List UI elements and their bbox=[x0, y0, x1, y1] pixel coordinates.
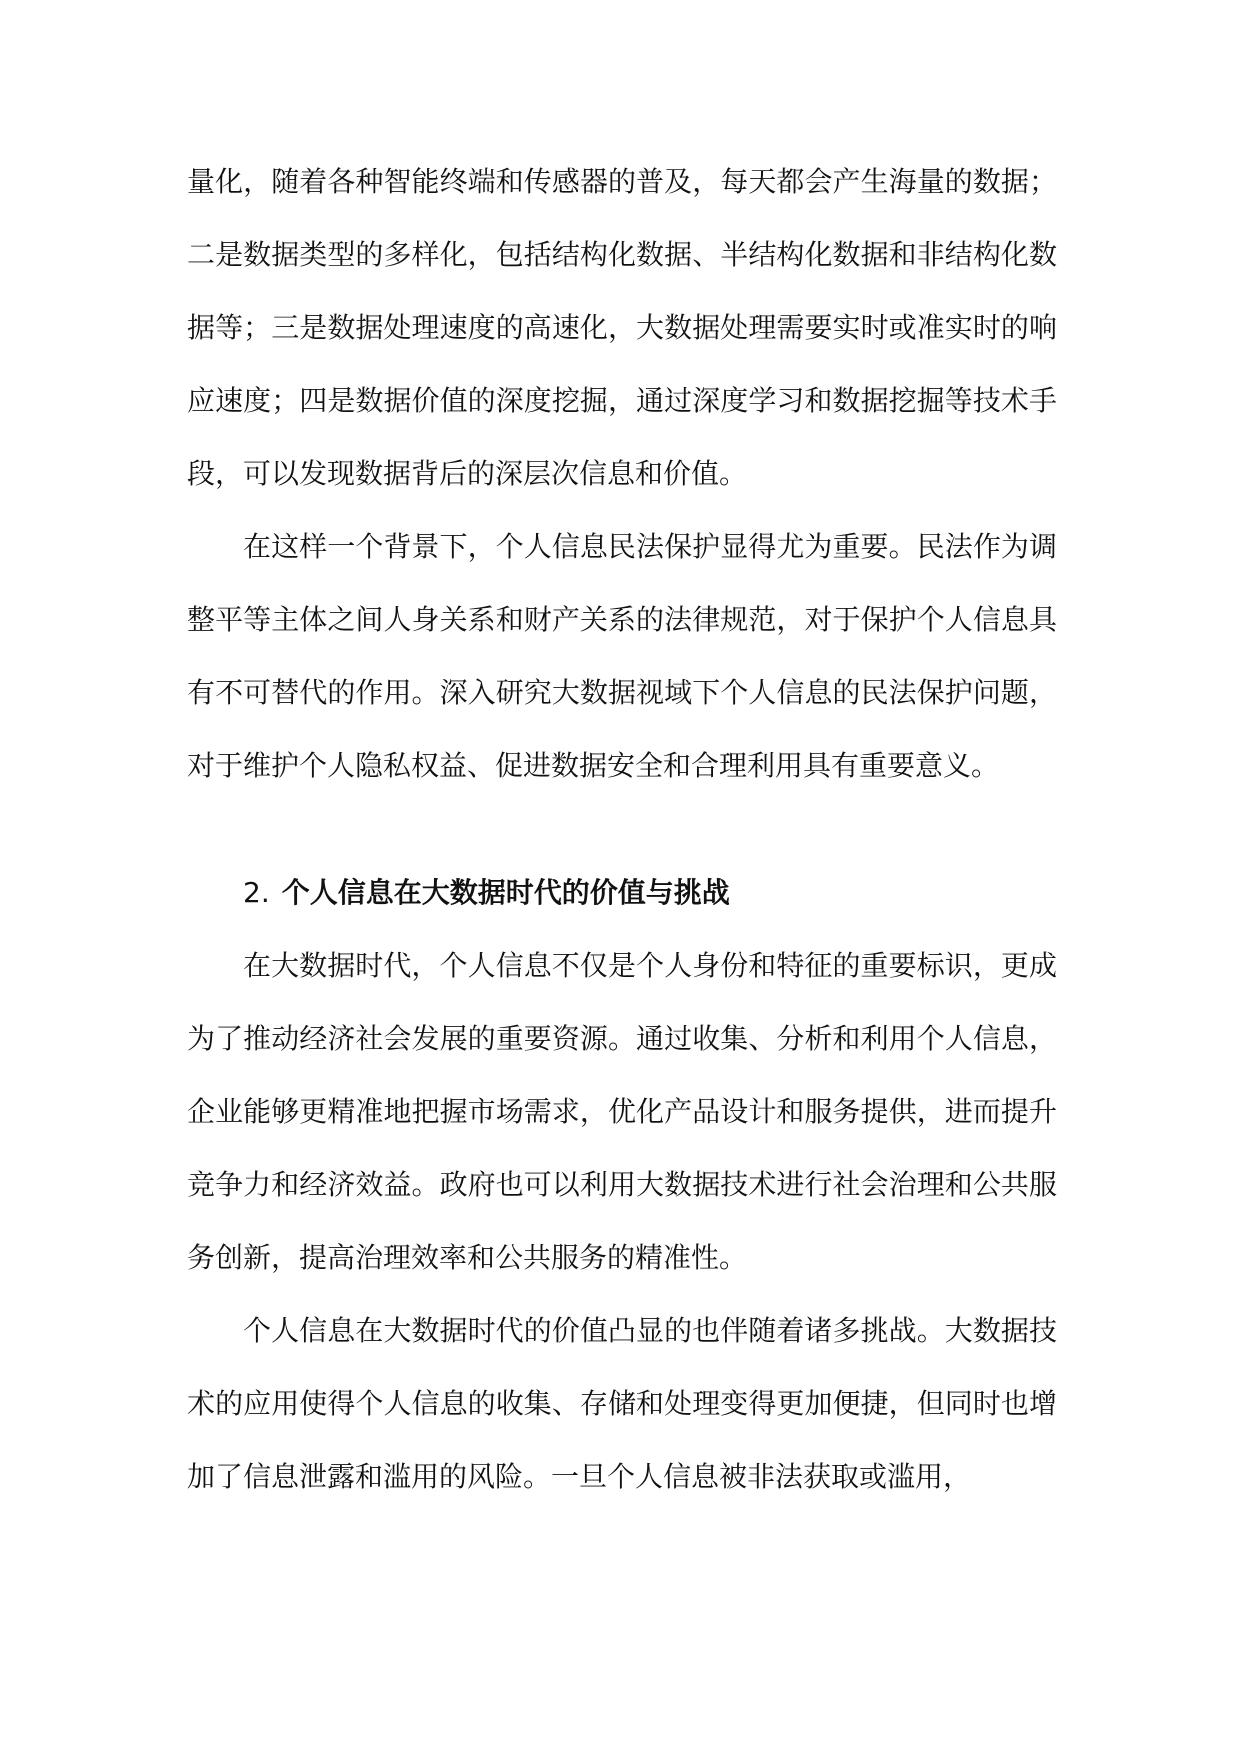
paragraph-4: 个人信息在大数据时代的价值凸显的也伴随着诸多挑战。大数据技术的应用使得个人信息的收集、存储和处理变得更加便捷，但同时也增加了信息泄露和滥用的风险。一旦个人信息被非法获取或滥用， bbox=[187, 1314, 1057, 1493]
paragraph-2: 在这样一个背景下，个人信息民法保护显得尤为重要。民法作为调整平等主体之间人身关系和财产关系的法律规范，对于保护个人信息具有不可替代的作用。深入研究大数据视域下个人信息的民法保护问题，对于维护个人隐私权益、促进数据安全和合理利用具有重要意义。 bbox=[187, 530, 1057, 782]
section-heading bbox=[187, 856, 1057, 929]
section-title: 个人信息在大数据时代的价值与挑战 bbox=[281, 876, 730, 909]
section-number: 2. bbox=[243, 876, 270, 909]
document-body bbox=[187, 145, 1057, 1513]
paragraph-3: 在大数据时代，个人信息不仅是个人身份和特征的重要标识，更成为了推动经济社会发展的重要资源。通过收集、分析和利用个人信息，企业能够更精准地把握市场需求，优化产品设计和服务提供，进而提升竞争力和经济效益。政府也可以利用大数据技术进行社会治理和公共服务创新，提高治理效率和公共服务的精准性。 bbox=[187, 949, 1057, 1274]
paragraph-1: 量化，随着各种智能终端和传感器的普及，每天都会产生海量的数据；二是数据类型的多样化，包括结构化数据、半结构化数据和非结构化数据等；三是数据处理速度的高速化，大数据处理需要实时或准实时的响应速度；四是数据价值的深度挖掘，通过深度学习和数据挖掘等技术手段，可以发现数据背后的深层次信息和价值。 bbox=[187, 165, 1057, 490]
